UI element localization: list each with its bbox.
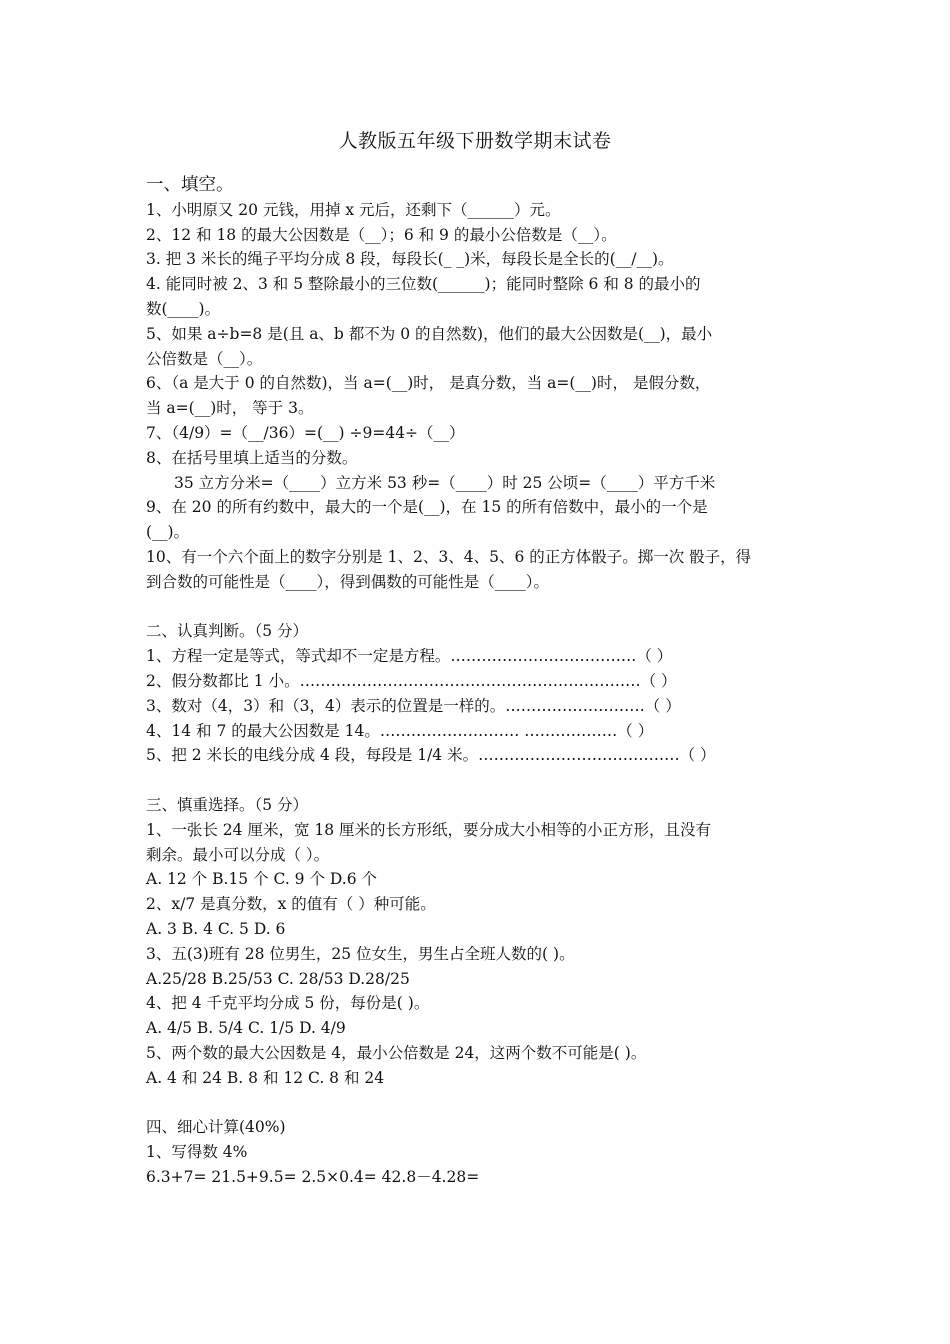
question-line: 3. 把 3 米长的绳子平均分成 8 段，每段长(_ _)米，每段长是全长的(__/__)。 <box>146 250 674 269</box>
question-line: (__)。 <box>146 523 190 542</box>
choice-options: A.25/28 B.25/53 C. 28/53 D.28/25 <box>146 969 410 988</box>
question-line: 2、x/7 是真分数，x 的值有（ ）种可能。 <box>146 895 436 914</box>
question-line: 9、在 20 的所有约数中，最大的一个是(__)，在 15 的所有倍数中，最小的一个是 <box>146 498 708 517</box>
section-heading-choice: 三、慎重选择。（5 分） <box>146 795 309 814</box>
question-line: 7、（4/9）=（__/36）=(__) ÷9=44÷（__） <box>146 423 465 442</box>
choice-options: A. 4 和 24 B. 8 和 12 C. 8 和 24 <box>146 1068 385 1087</box>
question-line: 6、（a 是大于 0 的自然数)，当 a=(__)时， 是真分数，当 a=(__)时， 是假分数， <box>146 374 711 393</box>
question-line: 8、在括号里填上适当的分数。 <box>146 448 358 467</box>
page-title: 人教版五年级下册数学期末试卷 <box>338 130 612 152</box>
question-line: 数(____)。 <box>146 299 221 318</box>
exam-content <box>146 173 812 1190</box>
question-line: 10、有一个六个面上的数字分别是 1、2、3、4、5、6 的正方体骰子。掷一次 骰子，得 <box>146 547 752 566</box>
question-line: 剩余。最小可以分成（ ）。 <box>146 845 330 864</box>
question-line: 1、方程一定是等式，等式却不一定是方程。………………………………（ ） <box>146 647 673 666</box>
question-line: 1、写得数 4% <box>146 1143 248 1162</box>
section-heading-calculation: 四、细心计算(40%) <box>146 1118 286 1137</box>
section-heading-fill-in: 一、填空。 <box>146 175 234 195</box>
choice-options: A. 12 个 B.15 个 C. 9 个 D.6 个 <box>146 870 377 889</box>
question-line: 到合数的可能性是（____），得到偶数的可能性是（____）。 <box>146 572 550 591</box>
section-heading-judgment: 二、认真判断。（5 分） <box>146 622 309 641</box>
question-line: 3、数对（4，3）和（3，4）表示的位置是一样的。………………………（ ） <box>146 696 681 715</box>
question-line: 4. 能同时被 2、3 和 5 整除最小的三位数(______)；能同时整除 6 和 8 的最小的 <box>146 275 701 294</box>
question-line: 当 a=(__)时， 等于 3。 <box>146 399 314 418</box>
choice-options: A. 4/5 B. 5/4 C. 1/5 D. 4/9 <box>146 1019 346 1038</box>
calculation-row: 6.3+7= 21.5+9.5= 2.5×0.4= 42.8－4.28= <box>146 1167 480 1186</box>
question-line: 4、把 4 千克平均分成 5 份，每份是( )。 <box>146 994 430 1013</box>
question-line: 5、两个数的最大公因数是 4，最小公倍数是 24，这两个数不可能是( )。 <box>146 1043 647 1062</box>
question-line: 5、把 2 米长的电线分成 4 段，每段是 1/4 米。…………………………………（ ） <box>146 746 716 765</box>
question-line: 2、假分数都比 1 小。…………………………………………………………（ ） <box>146 671 677 690</box>
question-line: 5、如果 a÷b=8 是(且 a、b 都不为 0 的自然数)，他们的最大公因数是(__)，最小 <box>146 324 713 343</box>
question-line: 35 立方分米=（____）立方米 53 秒=（____）时 25 公顷=（____）平方千米 <box>174 473 716 492</box>
question-line: 1、一张长 24 厘米，宽 18 厘米的长方形纸，要分成大小相等的小正方形，且没有 <box>146 820 712 839</box>
question-line: 公倍数是（__）。 <box>146 349 263 368</box>
choice-options: A. 3 B. 4 C. 5 D. 6 <box>146 919 286 938</box>
question-line: 2、12 和 18 的最大公因数是（__）；6 和 9 的最小公倍数是（__）。 <box>146 225 617 244</box>
question-line: 4、14 和 7 的最大公因数是 14。……………………… ………………（ ） <box>146 721 654 740</box>
question-line: 1、小明原又 20 元钱，用掉 x 元后，还剩下（______）元。 <box>146 200 561 219</box>
question-line: 3、五(3)班有 28 位男生，25 位女生，男生占全班人数的( )。 <box>146 944 575 963</box>
